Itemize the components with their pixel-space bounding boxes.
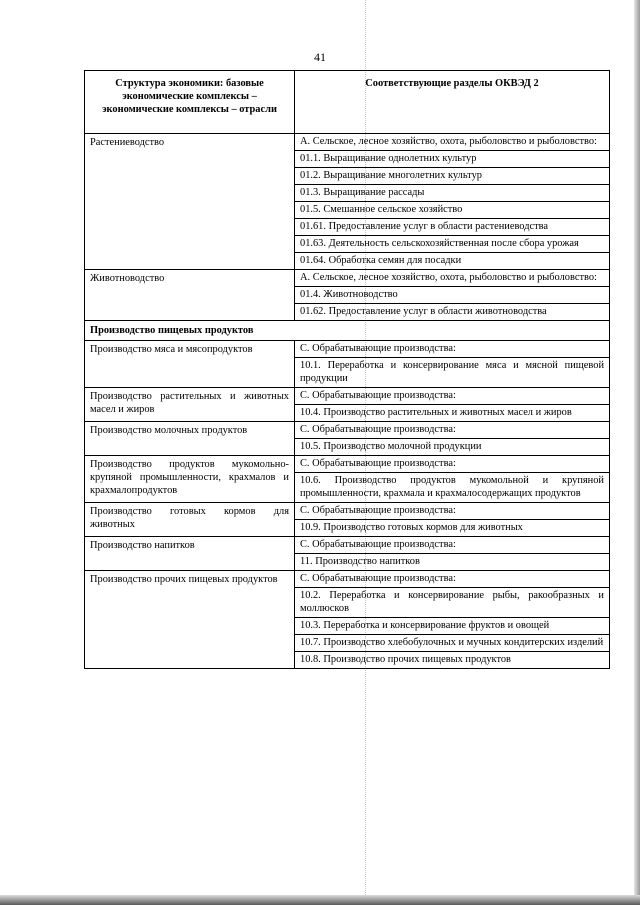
okved-section-item: 01.64. Обработка семян для посадки [300,255,462,266]
sector-name: Производство мяса и мясопродуктов [85,341,295,388]
sector-name: Производство напитков [85,537,295,571]
okved-section-item: С. Обрабатывающие производства: [295,422,609,439]
okved-correspondence-table [84,70,610,669]
table-row [85,134,610,270]
okved-section-item: 01.2. Выращивание многолетних культур [295,168,609,185]
okved-section-item: 01.3. Выращивание рассады [295,185,609,202]
okved-section-item: 10.7. Производство хлебобулочных и мучных кондитерских изделий [295,635,609,652]
scan-edge-shadow [634,0,640,905]
okved-section-item: С. Обрабатывающие производства: [295,571,609,588]
okved-sections-cell [295,388,610,422]
sector-name: Животноводство [85,270,295,321]
table-row [85,341,610,388]
table-row [85,270,610,321]
table-header-row [85,71,610,134]
scan-bottom-shadow [0,895,640,905]
okved-section-item: 01.63. Деятельность сельскохозяйственная после сбора урожая [295,236,609,253]
table-row [85,422,610,456]
okved-section-item: 01.1. Выращивание однолетних культур [295,151,609,168]
okved-sections-cell [295,571,610,669]
header-okved-sections: Соответствующие разделы ОКВЭД 2 [295,71,610,134]
sector-name: Производство растительных и животных масел и жиров [85,388,295,422]
okved-sections-cell [295,422,610,456]
sector-name: Производство продуктов мукомольно-крупяной промышленности, крахмалов и крахмалопродуктов [85,456,295,503]
okved-sections-cell [295,341,610,388]
okved-sections-cell [295,270,610,321]
okved-section-item: 11. Производство напитков [300,556,420,567]
sector-name: Производство молочных продуктов [85,422,295,456]
okved-section-item: С. Обрабатывающие производства: [295,341,609,358]
table-group-row [85,321,610,341]
sector-name: Производство готовых кормов для животных [85,503,295,537]
okved-section-item: 10.8. Производство прочих пищевых продуктов [300,654,511,665]
table-row [85,537,610,571]
okved-section-item: 10.9. Производство готовых кормов для животных [300,522,523,533]
okved-section-item: 10.4. Производство растительных и животных масел и жиров [300,407,572,418]
table-row [85,388,610,422]
okved-section-item: А. Сельское, лесное хозяйство, охота, рыболовство и рыболовство: [295,134,609,151]
okved-section-item: 10.5. Производство молочной продукции [300,441,482,452]
table-body [85,71,610,669]
header-economy-structure: Структура экономики: базовые экономические комплексы – экономические комплексы – отрасли [85,71,295,134]
okved-sections-cell [295,503,610,537]
okved-section-item: 10.1. Переработка и консервирование мяса и мясной пищевой продукции [300,360,604,384]
okved-section-item: С. Обрабатывающие производства: [295,388,609,405]
table-row [85,571,610,669]
table-row [85,503,610,537]
page-number: 41 [314,50,326,64]
group-heading: Производство пищевых продуктов [85,321,610,341]
okved-section-item: С. Обрабатывающие производства: [295,456,609,473]
okved-section-item: А. Сельское, лесное хозяйство, охота, рыболовство и рыболовство: [295,270,609,287]
sector-name: Растениеводство [85,134,295,270]
okved-sections-cell [295,456,610,503]
okved-sections-cell [295,134,610,270]
okved-sections-cell [295,537,610,571]
okved-section-item: 10.2. Переработка и консервирование рыбы, ракообразных и моллюсков [295,588,609,618]
okved-section-item: 10.3. Переработка и консервирование фруктов и овощей [295,618,609,635]
okved-section-item: 01.61. Предоставление услуг в области растениеводства [295,219,609,236]
sector-name: Производство прочих пищевых продуктов [85,571,295,669]
okved-section-item: 01.62. Предоставление услуг в области животноводства [300,306,547,317]
table-row [85,456,610,503]
okved-section-item: 01.4. Животноводство [295,287,609,304]
okved-section-item: 01.5. Смешанное сельское хозяйство [295,202,609,219]
okved-section-item: 10.6. Производство продуктов мукомольной и крупяной промышленности, крахмала и крахмалосодержащих продуктов [300,475,604,499]
okved-section-item: С. Обрабатывающие производства: [295,537,609,554]
okved-section-item: С. Обрабатывающие производства: [295,503,609,520]
